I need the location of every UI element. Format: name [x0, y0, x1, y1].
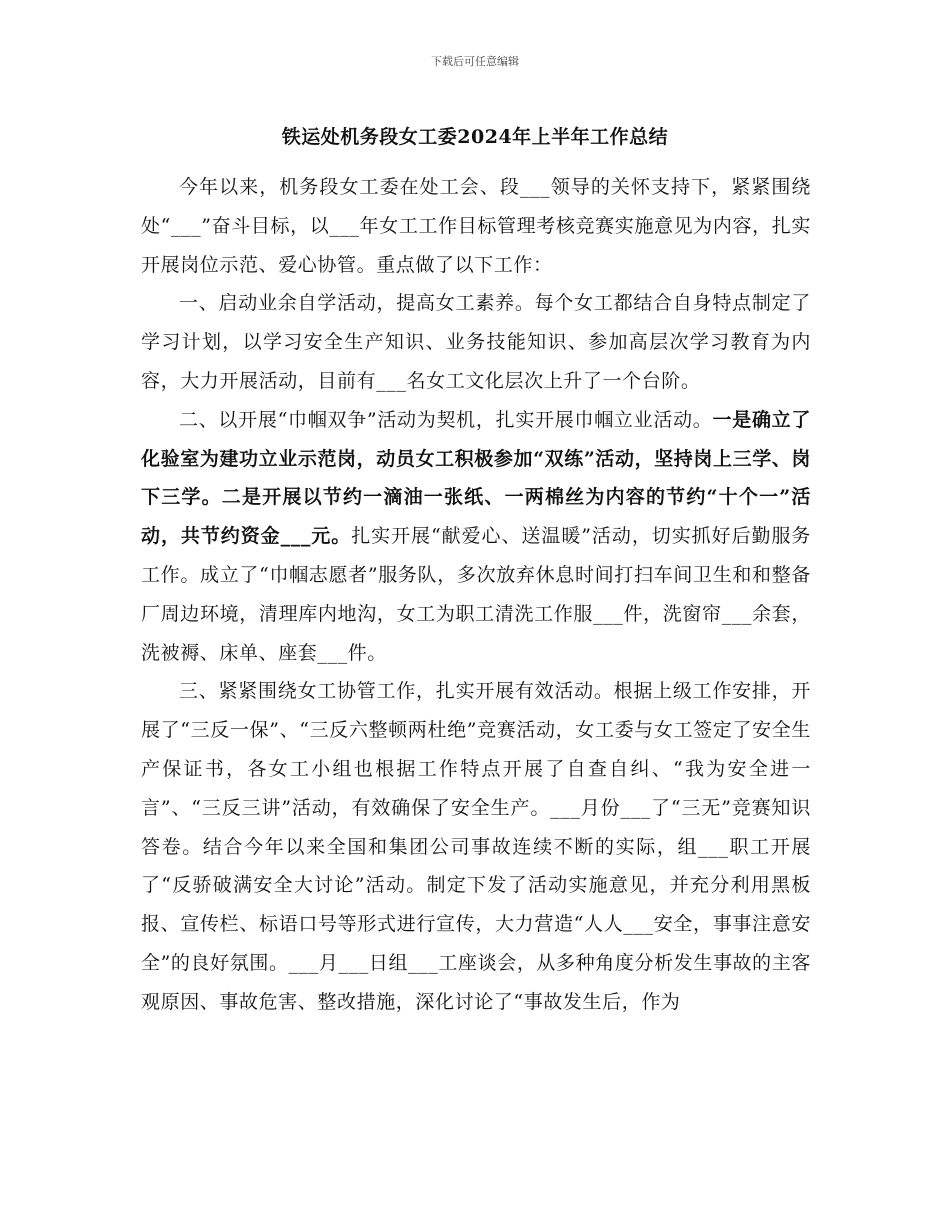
- document-title: 铁运处机务段女工委2024年上半年工作总结: [281, 126, 669, 148]
- paragraph-section-3: 三、紧紧围绕女工协管工作，扎实开展有效活动。根据上级工作安排，开展了“三反一保”、“三反六整顿两杜绝”竞赛活动，女工委与女工签定了安全生产保证书，各女工小组也根据工作特点开展了自查自纠、“我为安全进一言”、“三反三讲”活动，有效确保了安全生产。___月份___了“三无”竞赛知识答卷。结合今年以来全国和集团公司事故连续不断的实际，组___职工开展了“反骄破满安全大讨论”活动。制定下发了活动实施意见，并充分利用黑板报、宣传栏、标语口号等形式进行宣传，大力营造“人人___安全，事事注意安全”的良好氛围。___月___日组___工座谈会，从多种角度分析发生事故的主客观原因、事故危害、整改措施，深化讨论了“事故发生后，作为: [141, 680, 811, 1013]
- paragraph-section-1: 一、启动业余自学活动，提高女工素养。每个女工都结合自身特点制定了学习计划，以学习安全生产知识、业务技能知识、参加高层次学习教育为内容，大力开展活动，目前有___名女工文化层次上升了一个台阶。: [141, 292, 811, 392]
- document-body: [141, 168, 811, 1022]
- section-2-rest: 扎实开展“献爱心、送温暖”活动，切实抓好后勤服务工作。成立了“巾帼志愿者”服务队，多次放弃休息时间打扫车间卫生和和整备厂周边环境，清理库内地沟，女工为职工清洗工作服___件，洗窗帘___余套，洗被褥、床单、座套___件。: [141, 525, 812, 664]
- section-2-lead: 二、以开展“巾帼双争”活动为契机，扎实开展巾帼立业活动。: [179, 408, 713, 431]
- header-note: 下载后可任意编辑: [431, 55, 519, 68]
- paragraph-section-2: [141, 401, 811, 673]
- paragraph-intro: 今年以来，机务段女工委在处工会、段___领导的关怀支持下，紧紧围绕处“___”奋斗目标，以___年女工工作目标管理考核竞赛实施意见为内容，扎实开展岗位示范、爱心协管。重点做了以下工作：: [141, 176, 811, 276]
- section-2-bold-text: 一是确立了化验室为建功立业示范岗，动员女工积极参加“双练”活动，坚持岗上三学、岗下三学。二是开展以节约一滴油一张纸、一两棉丝为内容的节约“十个一”活动，共节约资金___元。: [141, 408, 811, 548]
